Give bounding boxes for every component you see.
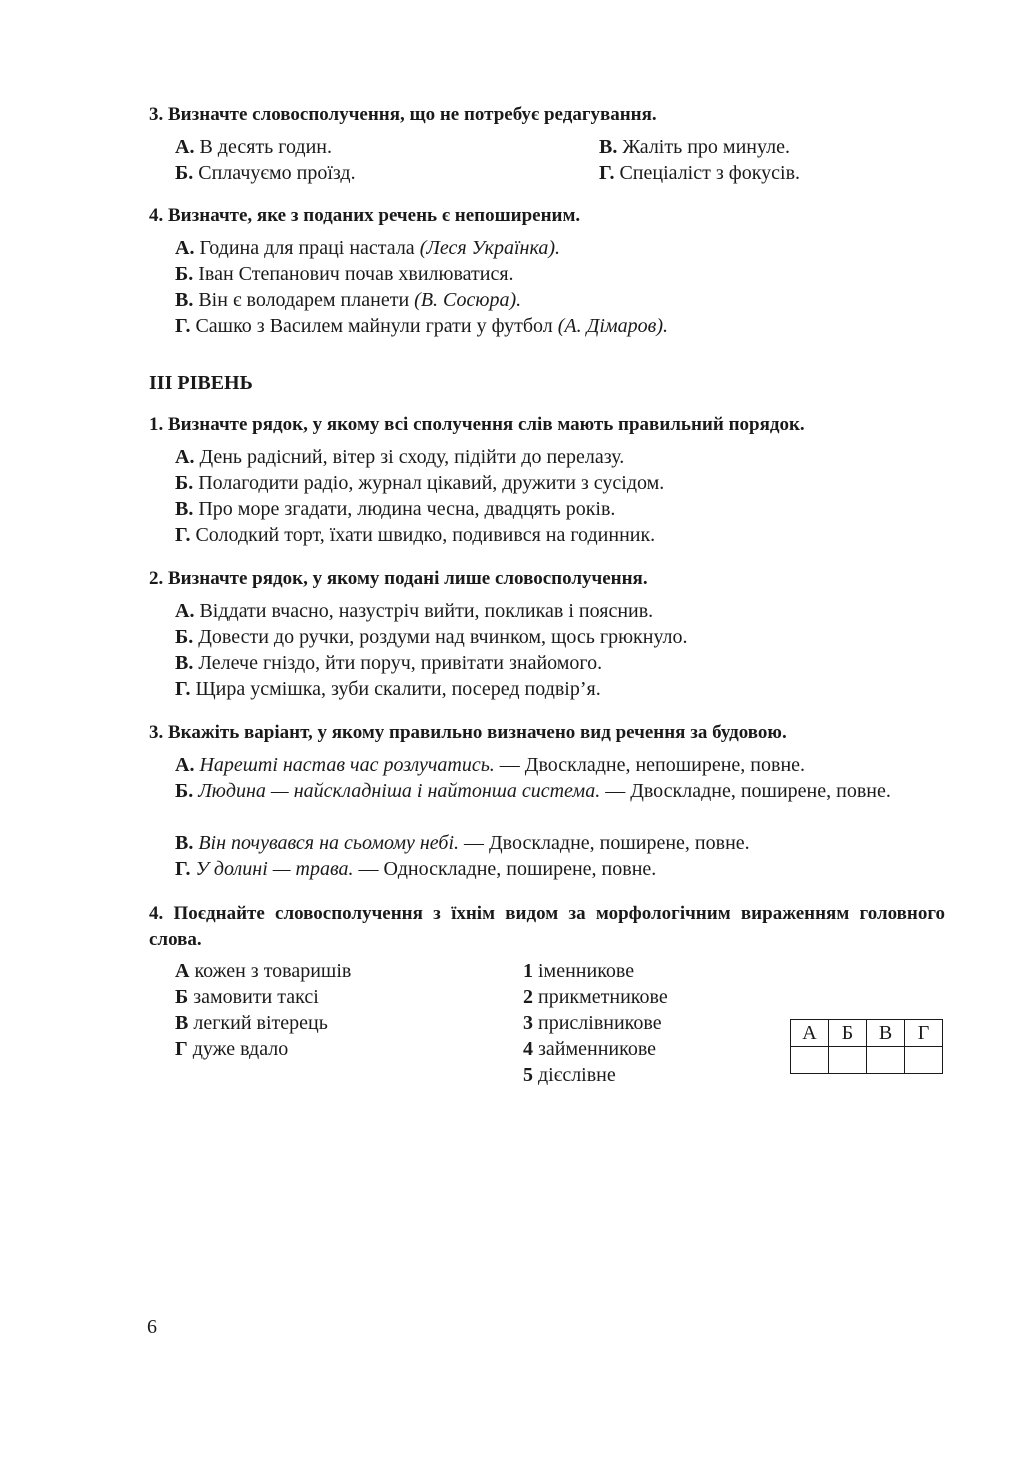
option: Б. Полагодити радіо, журнал цікавий, дружити з сусідом. (175, 472, 665, 494)
question-title: 4. Визначте, яке з поданих речень є непоширеним. (149, 205, 581, 226)
page-number: 6 (147, 1316, 157, 1338)
grid-answer-cell[interactable] (905, 1047, 943, 1074)
level-heading: ІІІ РІВЕНЬ (149, 372, 253, 394)
answer-grid (790, 1019, 943, 1074)
match-left-item: Б замовити таксі (175, 986, 319, 1008)
match-right-item: 3 прислівникове (523, 1012, 662, 1034)
grid-answer-cell[interactable] (867, 1047, 905, 1074)
option: Б. Людина — найскладніша і найтонша система. — Двоскладне, поширене, повне. (175, 780, 891, 802)
option: Б. Довести до ручки, роздуми над вчинком, щось грюкнуло. (175, 626, 688, 648)
match-right-item: 1 іменникове (523, 960, 635, 982)
grid-header-cell: А (791, 1020, 829, 1047)
option: Г. Солодкий торт, їхати швидко, подивився на годинник. (175, 524, 656, 546)
question-title: 4. Поєднайте словосполучення з їхнім видом за морфологічним вираженням головного слова. (149, 903, 945, 950)
question-title: 2. Визначте рядок, у якому подані лише словосполучення. (149, 568, 648, 589)
question-title: 3. Вкажіть варіант, у якому правильно визначено вид речення за будовою. (149, 722, 787, 743)
option: А. В десять годин. (175, 136, 332, 158)
match-left-item: В легкий вітерець (175, 1012, 328, 1034)
option: А. День радісний, вітер зі сходу, підійти до перелазу. (175, 446, 625, 468)
grid-answer-cell[interactable] (791, 1047, 829, 1074)
option: В. Лелече гніздо, йти поруч, привітати знайомого. (175, 652, 603, 674)
grid-header-cell: Б (829, 1020, 867, 1047)
option: В. Про море згадати, людина чесна, двадцять років. (175, 498, 616, 520)
question-title: 3. Визначте словосполучення, що не потребує редагування. (149, 104, 657, 125)
grid-header-cell: Г (905, 1020, 943, 1047)
question-title: 1. Визначте рядок, у якому всі сполучення слів мають правильний порядок. (149, 414, 805, 435)
option: Б. Сплачуємо проїзд. (175, 162, 356, 184)
option: Г. Спеціаліст з фокусів. (599, 162, 801, 184)
option: А. Віддати вчасно, назустріч вийти, покликав і пояснив. (175, 600, 654, 622)
match-right-item: 4 займенникове (523, 1038, 657, 1060)
grid-answer-cell[interactable] (829, 1047, 867, 1074)
option: Г. Сашко з Василем майнули грати у футбол (А. Дімаров). (175, 315, 668, 337)
option: А. Година для праці настала (Леся Українка). (175, 237, 560, 259)
match-right-item: 2 прикметникове (523, 986, 668, 1008)
option: Г. У долині — трава. — Односкладне, поширене, повне. (175, 858, 657, 880)
option: Г. Щира усмішка, зуби скалити, посеред подвір’я. (175, 678, 601, 700)
option: Б. Іван Степанович почав хвилюватися. (175, 263, 514, 285)
match-right-item: 5 дієслівне (523, 1064, 616, 1086)
option: В. Жаліть про минуле. (599, 136, 790, 158)
option: В. Він почувався на сьомому небі. — Двоскладне, поширене, повне. (175, 832, 750, 854)
option: В. Він є володарем планети (В. Сосюра). (175, 289, 522, 311)
option: А. Нарешті настав час розлучатись. — Двоскладне, непоширене, повне. (175, 754, 806, 776)
match-left-item: Г дуже вдало (175, 1038, 289, 1060)
grid-header-cell: В (867, 1020, 905, 1047)
match-left-item: А кожен з товаришів (175, 960, 352, 982)
